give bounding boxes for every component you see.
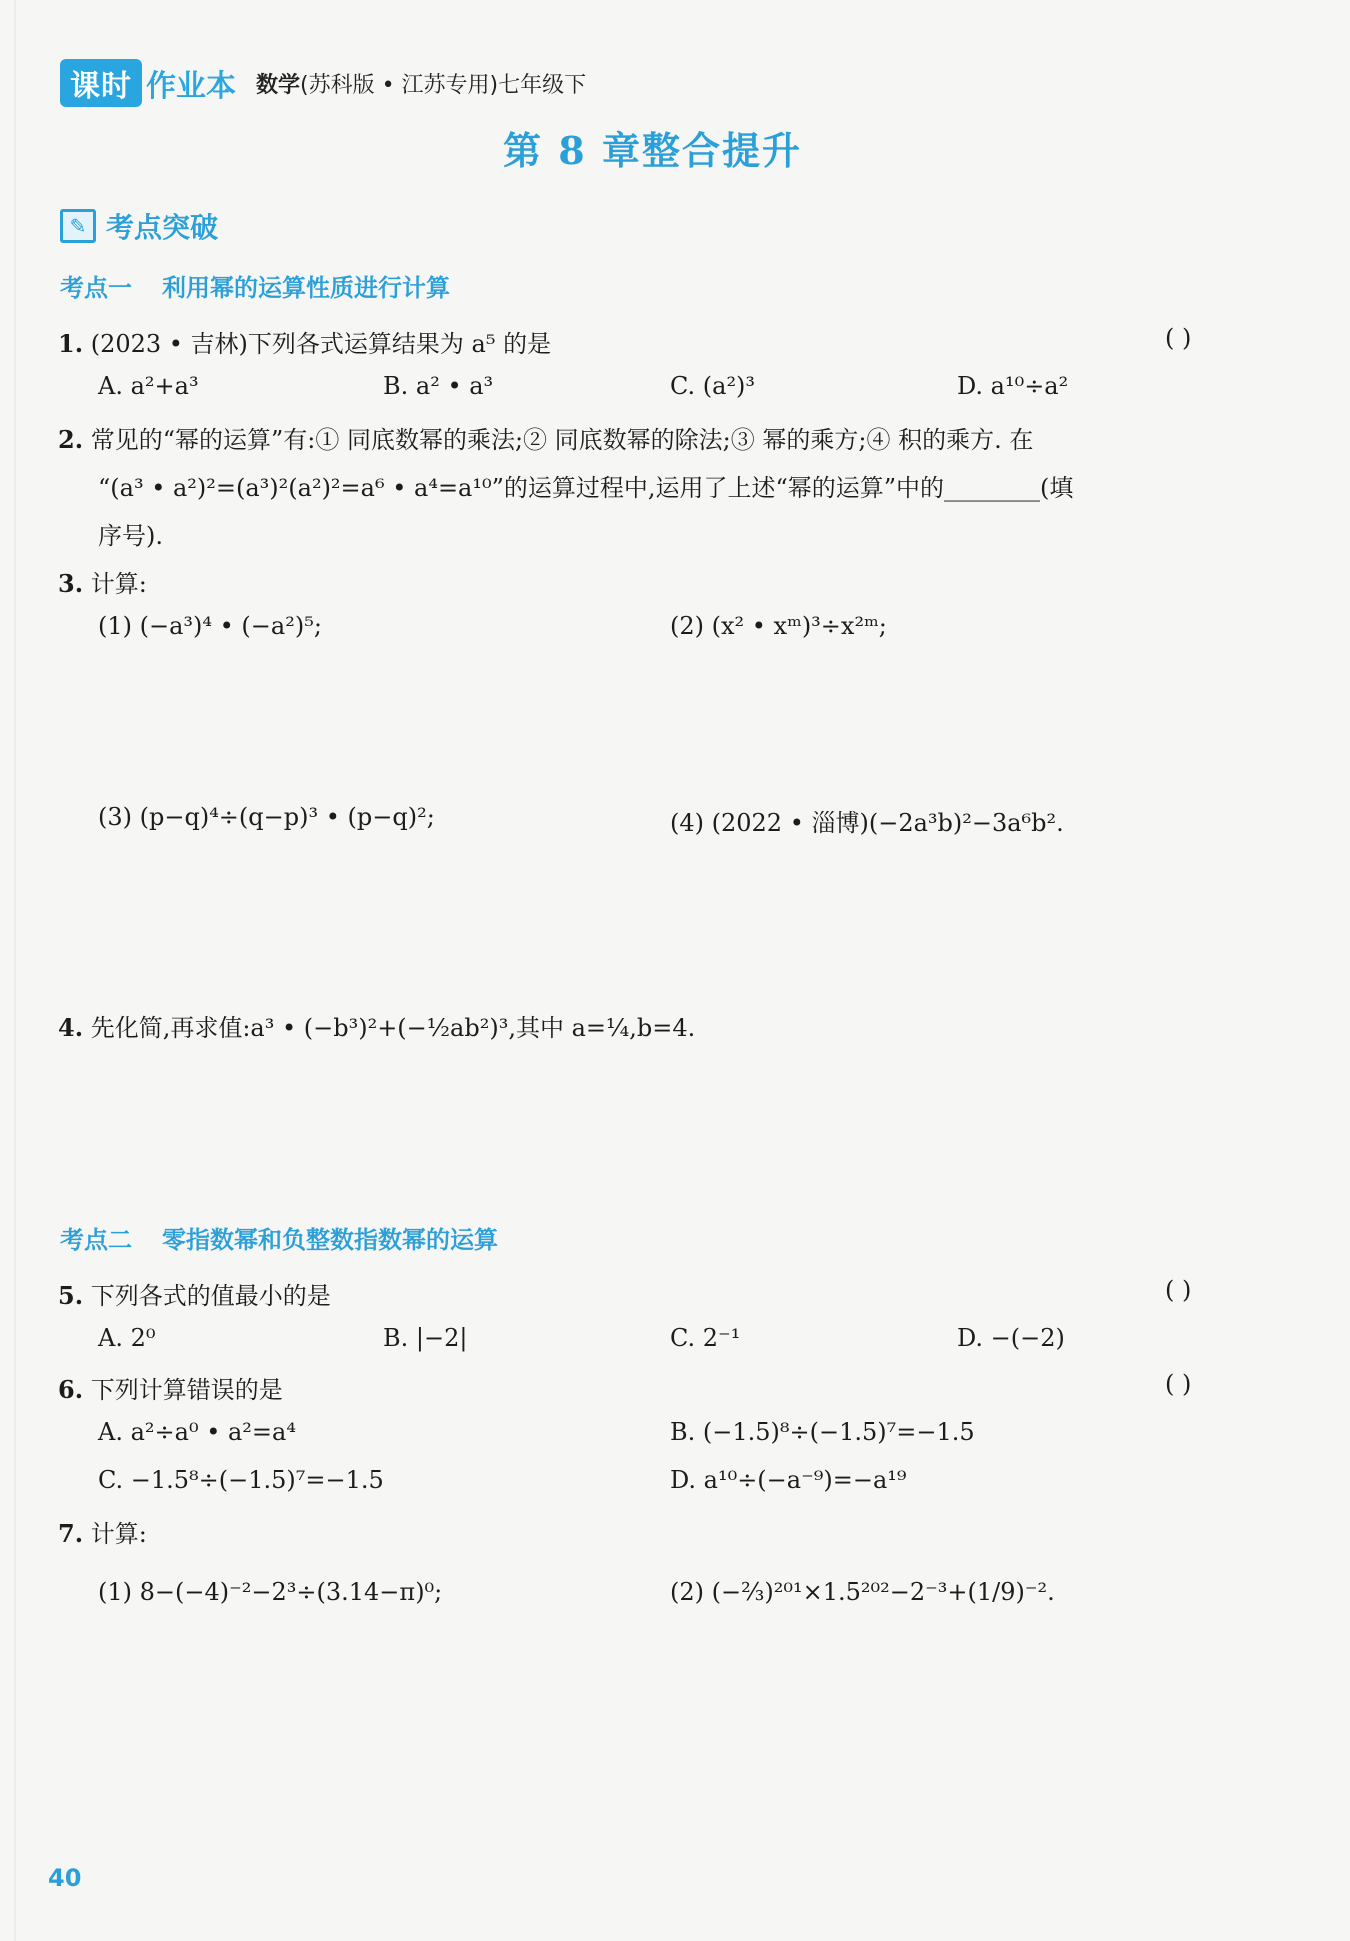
q3-item-4: (4) (2022 • 淄博)(−2a³b)²−3a⁶b². [670, 809, 1064, 837]
section-title: 考点突破 [106, 211, 219, 244]
option-a: A. a²+a³ [98, 372, 199, 400]
option-b: B. (−1.5)⁸÷(−1.5)⁷=−1.5 [670, 1418, 975, 1446]
question-stem: 常见的“幂的运算”有:① 同底数幂的乘法;② 同底数幂的除法;③ 幂的乘方;④ 积的乘方. 在 [90, 426, 1034, 454]
question-stem: 下列计算错误的是 [90, 1376, 283, 1404]
question-stem: 计算: [90, 570, 147, 598]
question-number: 5. [58, 1281, 84, 1310]
option-d: D. a¹⁰÷a² [957, 372, 1069, 400]
q7-item-2: (2) (−⅔)²⁰¹×1.5²⁰²−2⁻³+(1/9)⁻². [670, 1578, 1055, 1606]
kaodian-2-heading [60, 1220, 498, 1255]
question-number: 2. [58, 425, 84, 454]
chapter-title: 第 8 章整合提升 [503, 128, 802, 173]
question-2-line-3: 序号). [98, 522, 163, 550]
question-2-line-2: “(a³ • a²)²=(a³)²(a²)²=a⁶ • a⁴=a¹⁰”的运算过程中,运用了上述“幂的运算”中的________(填 [98, 474, 1074, 502]
question-6 [58, 1370, 283, 1405]
kaodian-2-title: 零指数幂和负整数指数幂的运算 [162, 1226, 498, 1254]
option-b: B. |−2| [383, 1324, 468, 1352]
question-4 [58, 1008, 695, 1043]
header-bar [60, 60, 586, 106]
question-3 [58, 564, 147, 599]
question-number: 7. [58, 1519, 84, 1548]
question-number: 6. [58, 1375, 84, 1404]
question-number: 4. [58, 1013, 84, 1042]
brand-logo-text: 作业本 [146, 69, 236, 104]
option-a: A. a²÷a⁰ • a²=a⁴ [98, 1418, 296, 1446]
brand-logo-box: 课时 [60, 59, 142, 107]
q3-item-2: (2) (x² • xᵐ)³÷x²ᵐ; [670, 612, 887, 640]
option-d: D. a¹⁰÷(−a⁻⁹)=−a¹⁹ [670, 1466, 907, 1494]
kaodian-1-label: 考点一 [60, 274, 132, 302]
option-a: A. 2⁰ [98, 1324, 156, 1352]
page-number: 40 [48, 1864, 82, 1892]
question-2-line-1 [58, 420, 1033, 455]
question-stem: 下列各式的值最小的是 [90, 1282, 331, 1310]
question-stem: (2023 • 吉林)下列各式运算结果为 a⁵ 的是 [90, 330, 552, 358]
question-7 [58, 1514, 147, 1549]
q3-item-1: (1) (−a³)⁴ • (−a²)⁵; [98, 612, 322, 640]
option-c: C. −1.5⁸÷(−1.5)⁷=−1.5 [98, 1466, 384, 1494]
question-1 [58, 324, 551, 359]
option-c: C. 2⁻¹ [670, 1324, 741, 1352]
subject-edition: (苏科版 • 江苏专用)七年级下 [300, 72, 587, 98]
answer-paren: ( ) [1165, 1276, 1192, 1304]
kaodian-1-title: 利用幂的运算性质进行计算 [162, 274, 450, 302]
option-b: B. a² • a³ [383, 372, 494, 400]
answer-paren: ( ) [1165, 1370, 1192, 1398]
option-c: C. (a²)³ [670, 372, 756, 400]
question-number: 1. [58, 329, 84, 358]
kaodian-2-label: 考点二 [60, 1226, 132, 1254]
subject-name: 数学 [256, 72, 301, 98]
question-stem: 先化简,再求值:a³ • (−b³)²+(−½ab²)³,其中 a=¼,b=4. [90, 1014, 696, 1042]
subject-line [256, 68, 586, 99]
q3-item-3: (3) (p−q)⁴÷(q−p)³ • (p−q)²; [98, 803, 435, 831]
pencil-icon: ✎ [60, 209, 96, 243]
option-d: D. −(−2) [957, 1324, 1065, 1352]
answer-paren: ( ) [1165, 324, 1192, 352]
section-heading [60, 206, 218, 246]
question-5 [58, 1276, 331, 1311]
question-number: 3. [58, 569, 84, 598]
page-edge-line [14, 0, 16, 1941]
question-stem: 计算: [90, 1520, 147, 1548]
q7-item-1: (1) 8−(−4)⁻²−2³÷(3.14−π)⁰; [98, 1578, 443, 1606]
kaodian-1-heading [60, 268, 450, 303]
